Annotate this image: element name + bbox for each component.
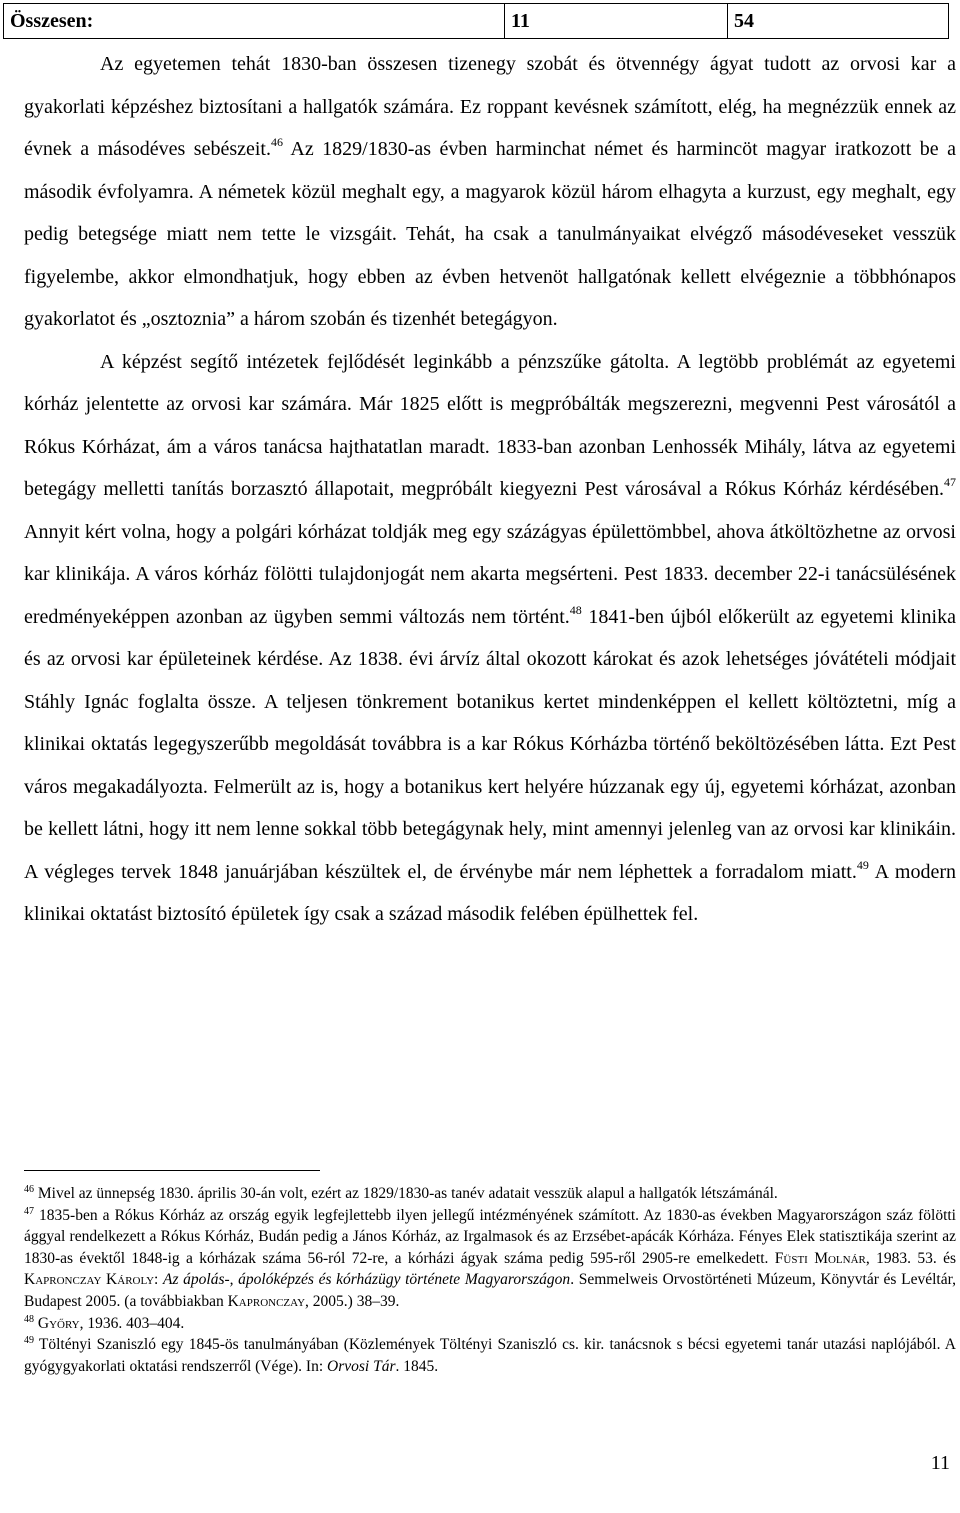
paragraph-2-part-c: 1841-ben újból előkerült az egyetemi klinika és az orvosi kar épületeinek kérdése. Az 1838. évi árvíz által okozott károkat és azok lehetséges jóvátételi módjait Stáhly Ignác foglalta össze. A teljesen tönkrement botanikus kertet mindenképpen el kellett költöztetni, míg a klinikai oktatás legegyszerűbb megoldását továbbra is a kar Rókus Kórházba történő beköltözésében látta. Ezt Pest város megakadályozta. Felmerült az is, hogy a botanikus kert helyére húzzanak egy új, egyetemi kórházat, azonban be kellett látni, hogy itt nem lenne sokkal több betegágynak hely, mint amennyi jelenleg van az orvosi kar klinikáin. A végleges tervek 1848 januárjában készültek el, de érvénybe már nem léphettek a forradalom miatt.: [24, 605, 956, 883]
footnote-48: [24, 1313, 956, 1335]
footnote-47-text-a: 1835-ben a Rókus Kórház az ország egyik legfejlettebb ilyen jellegű intézményének számított. Az 1830-as években Magyarországon száz fölötti ággyal rendelkezett a Rókus Kórház, Budán pedig a János Kórház, az Irgalmasok és az Erzsébet-apácák Kórháza. Fényes Elek statisztikája szerint az 1830-as évektől 1848-ig a kórházak száma 56-ról 72-re, a kórházi ágyak száma pedig 595-ről 2905-re emelkedett.: [24, 1206, 956, 1267]
summary-rooms-cell: 11: [505, 4, 728, 39]
summary-label-cell: Összesen:: [4, 4, 505, 39]
footnote-ref-49[interactable]: 49: [856, 857, 869, 872]
footnote-49-journal: Orvosi Tár: [327, 1357, 396, 1375]
paragraph-2-part-d: A modern klinikai oktatást biztosító épületek így csak a század második felében épülhettek fel.: [24, 860, 956, 925]
body-text: [24, 43, 956, 936]
footnote-46-number: 46: [24, 1184, 34, 1195]
footnote-46: [24, 1183, 956, 1205]
footnote-49: [24, 1334, 956, 1377]
footnote-49-text-a: Töltényi Szaniszló egy 1845-ös tanulmányában (Közlemények Töltényi Szaniszló cs. kir. tanácsnok s bécsi egyetemi tanár utazási naplójából. A gyógygyakorlati oktatási rendszerről (Vége). In:: [24, 1336, 956, 1375]
paragraph-2: [24, 341, 956, 936]
footnote-48-text: , 1936. 403–404.: [79, 1314, 185, 1332]
footnote-47-author-3: Kapronczay: [227, 1292, 306, 1310]
footnote-47-book-title: Az ápolás-, ápolóképzés és kórházügy története Magyarországon: [163, 1271, 571, 1289]
footnote-49-number: 49: [24, 1335, 34, 1347]
footnote-47: [24, 1205, 956, 1313]
summary-row: [4, 4, 949, 39]
page-number: 11: [930, 1452, 950, 1474]
paragraph-2-part-b: Annyit kért volna, hogy a polgári kórházat toldják meg egy százágyas épülettömbbel, ahova átköltözhetne az orvosi kar klinikája. A város kórház fölötti tulajdonjogát nem akarta megsérteni. Pest 1833. december 22-i tanácsülésének eredményeképpen azonban az ügyben semmi változás nem történt.: [24, 520, 956, 628]
footnote-47-text-e: , 2005.) 38–39.: [305, 1292, 400, 1310]
footnote-47-author-2: Kapronczay Károly: [24, 1271, 155, 1289]
footnote-ref-48[interactable]: 48: [569, 602, 582, 617]
footnote-47-text-c: :: [154, 1271, 164, 1289]
footnote-47-author-1: Füsti Molnár: [774, 1249, 866, 1267]
summary-table: [3, 3, 949, 39]
footnote-ref-46[interactable]: 46: [271, 135, 283, 149]
footnote-47-number: 47: [24, 1205, 34, 1217]
paragraph-1-part-b: Az 1829/1830-as évben harminchat német és harmincöt magyar iratkozott be a második évfolyamra. A németek közül meghalt egy, a magyarok közül három elhagyta a kurzust, egy meghalt, egy pedig betegsége miatt nem tette le vizsgáit. Tehát, ha csak a tanulmányaikat elvégző másodéveseket vesszük figyelembe, akkor elmondhatjuk, hogy ebben az évben hetvenöt hallgatónak kellett elvégeznie a többhónapos gyakorlatot és „osztoznia” a három szobán és tizenhét betegágyon.: [24, 138, 956, 330]
paragraph-1-part-a: Az egyetemen tehát 1830-ban összesen tizenegy szobát és ötvennégy ágyat tudott az orvosi kar a gyakorlati képzéshez biztosítani a hallgatók számára. Ez roppant kevésnek számított, elég, ha megnézzük ennek az évnek a másodéves sebészeit.: [24, 53, 956, 160]
footnote-47-text-d: . Semmelweis Orvostörténeti Múzeum, Könyvtár és Levéltár, Budapest 2005. (a továbbiakban: [24, 1271, 957, 1310]
paragraph-2-part-a: A képzést segítő intézetek fejlődését leginkább a pénzszűke gátolta. A legtöbb problémát az egyetemi kórház jelentette az orvosi kar számára. Már 1825 előtt is megpróbálták megszerezni, megvenni Pest városától a Rókus Kórházat, ám a város tanácsa hajthatatlan maradt. 1833-ban azonban Lenhossék Mihály, látva az egyetemi betegágy melletti tanítás borzasztó állapotait, megpróbált kiegyezni Pest városával a Rókus Kórház kérdésében.: [24, 350, 956, 500]
paragraph-1: [24, 43, 956, 341]
summary-beds-cell: 54: [728, 4, 949, 39]
footnote-47-text-b: , 1983. 53. és: [865, 1249, 957, 1267]
footnote-48-author: Győry: [37, 1314, 80, 1332]
footnote-49-text-b: . 1845.: [395, 1357, 439, 1375]
footnotes: [24, 1183, 956, 1377]
footnote-48-number: 48: [24, 1313, 34, 1325]
footnote-divider: [24, 1170, 320, 1171]
footnote-ref-47[interactable]: 47: [944, 475, 956, 489]
footnote-46-text: Mivel az ünnepség 1830. április 30-án volt, ezért az 1829/1830-as tanév adatait vesszük alapul a hallgatók létszámánál.: [34, 1185, 778, 1202]
